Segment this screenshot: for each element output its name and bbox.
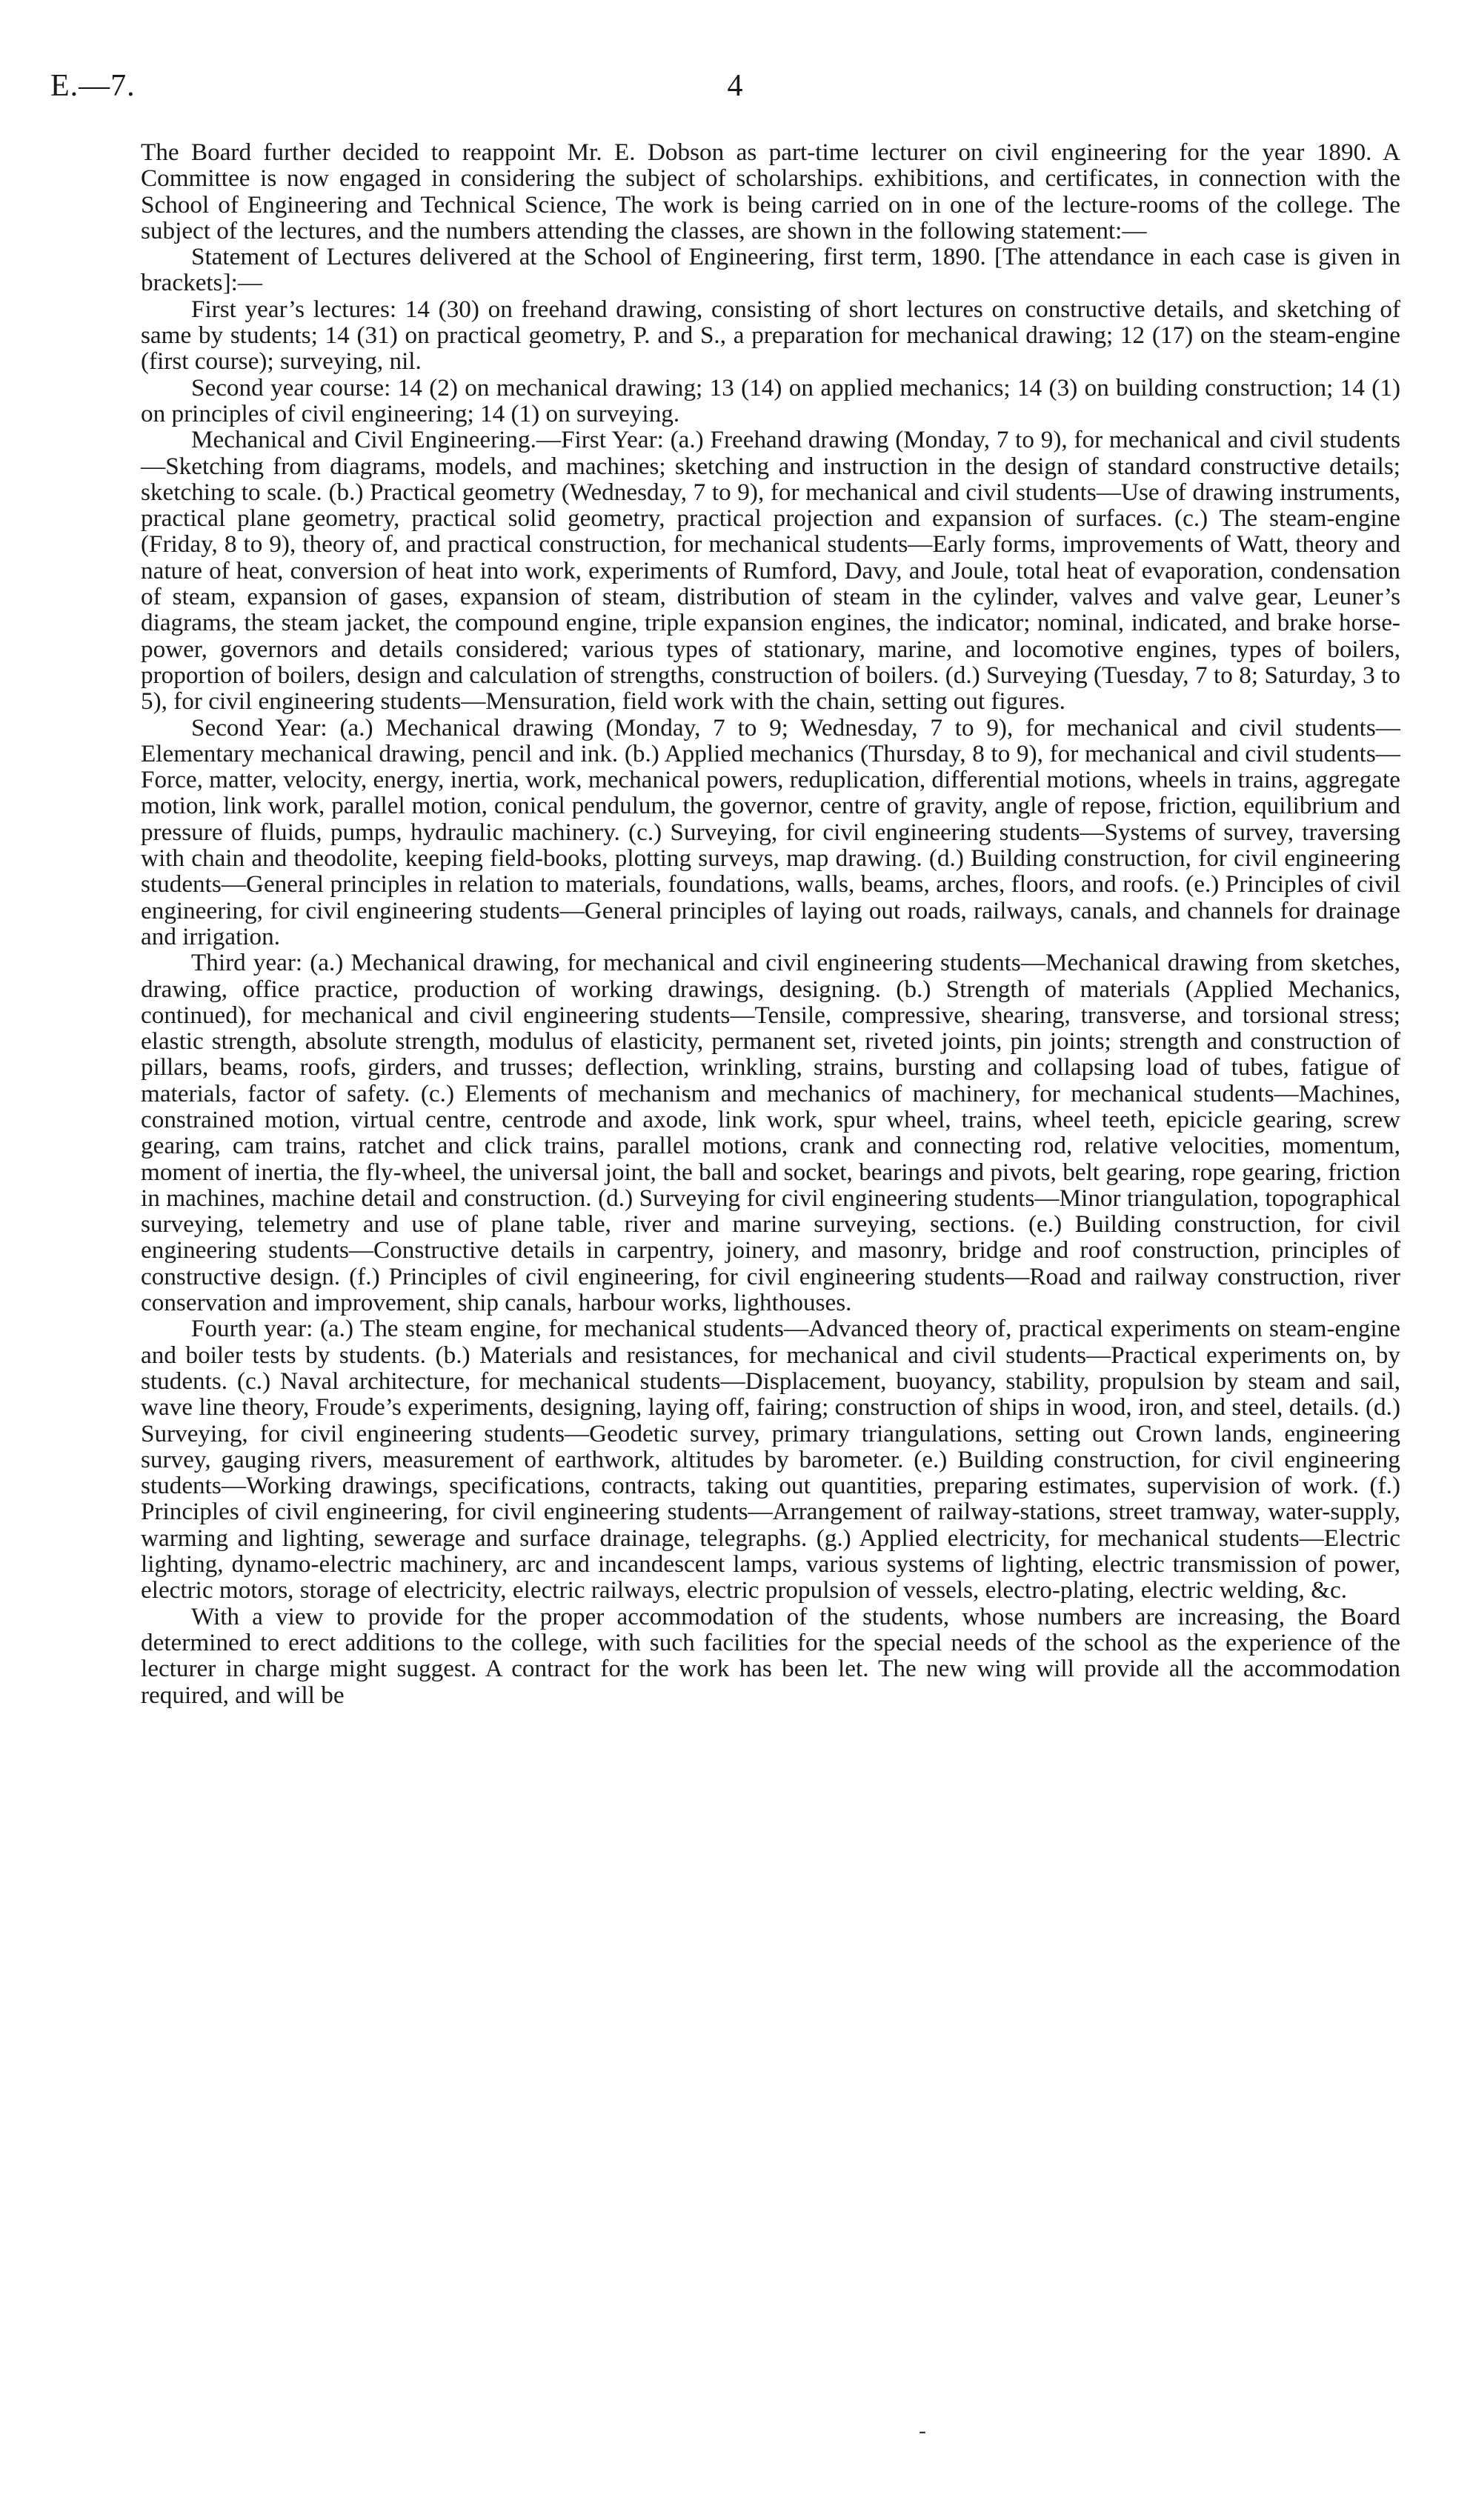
paragraph-third-year-syllabus: Third year: (a.) Mechanical drawing, for mechanical and civil engineering students—Mechanical drawing from sketches, drawing, office practice, production of working drawings, designing. (b.) Strength of materials (Applied Mechanics, continued), for mechanical and civil engineering students—Tensile, compressive, shearing, transverse, and torsional stress; elastic strength, absolute strength, modulus of elasticity, permanent set, riveted joints, pin joints; strength and construction of pillars, beams, roofs, girders, and trusses; deflection, wrinkling, strains, bursting and collapsing load of tubes, fatigue of materials, factor of safety. (c.) Elements of mechanism and mechanics of machinery, for mechanical students—Machines, constrained motion, virtual centre, centrode and axode, link work, spur wheel, trains, wheel teeth, epicicle gearing, screw gearing, cam trains, ratchet and click trains, parallel motions, crank and connecting rod, relative velocities, momentum, moment of inertia, the fly-wheel, the universal joint, the ball and socket, bearings and pivots, belt gearing, rope gearing, friction in machines, machine detail and construction. (d.) Surveying for civil engineering students—Minor triangulation, topographical surveying, telemetry and use of plane table, river and marine surveying, sections. (e.) Building construction, for civil engineering students—Constructive details in carpentry, joinery, and masonry, bridge and roof construction, principles of constructive design. (f.) Principles of civil engineering, for civil engineering students—Road and railway construction, river conservation and improvement, ship canals, harbour works, lighthouses. [141, 949, 1400, 1317]
body-text [141, 139, 1400, 1708]
paragraph-second-year-course: Second year course: 14 (2) on mechanical drawing; 13 (14) on applied mechanics; 14 (3) on building construction; 14 (1) on principles of civil engineering; 14 (1) on surveying. [141, 373, 1400, 427]
document-reference: E.—7. [50, 69, 136, 103]
paragraph-accommodation: With a view to provide for the proper accommodation of the students, whose numbers are increasing, the Board determined to erect additions to the college, with such facilities for the special needs of the school as the experience of the lecturer in charge might suggest. A contract for the work has been let. The new wing will provide all the accommodation required, and will be [141, 1602, 1400, 1709]
paragraph-first-year-lectures: First year’s lectures: 14 (30) on freehand drawing, consisting of short lectures on constructive details, and sketching of same by students; 14 (31) on practical geometry, P. and S., a preparation for mechanical drawing; 12 (17) on the steam-engine (first course); surveying, nil. [141, 295, 1400, 376]
scan-speck: - [919, 2419, 926, 2443]
paragraph-dobson-appointment: The Board further decided to reappoint Mr. E. Dobson as part-time lecturer on civil engineering for the year 1890. A Committee is now engaged in considering the subject of scholarships. exhibitions, and certificates, in connection with the School of Engineering and Technical Science, The work is being carried on in one of the lecture-rooms of the college. The subject of the lectures, and the numbers attending the classes, are shown in the following statement:— [141, 139, 1400, 244]
page-header [50, 68, 1420, 113]
paragraph-first-year-syllabus: Mechanical and Civil Engineering.—First Year: (a.) Freehand drawing (Monday, 7 to 9), for mechanical and civil students—Sketching from diagrams, models, and machines; sketching and instruction in the design of standard constructive details; sketching to scale. (b.) Practical geometry (Wednesday, 7 to 9), for mechanical and civil students—Use of drawing instruments, practical plane geometry, practical solid geometry, practical projection and expansion of surfaces. (c.) The steam-engine (Friday, 8 to 9), theory of, and practical construction, for mechanical students—Early forms, improvements of Watt, theory and nature of heat, conversion of heat into work, experiments of Rumford, Davy, and Joule, total heat of evaporation, condensation of steam, expansion of gases, expansion of steam, distribution of steam in the cylinder, valves and valve gear, Leuner’s diagrams, the steam jacket, the compound engine, triple expansion engines, the indicator; nominal, indicated, and brake horse-power, governors and details considered; various types of stationary, marine, and locomotive engines, types of boilers, proportion of boilers, design and calculation of strengths, construction of boilers. (d.) Surveying (Tuesday, 7 to 8; Saturday, 3 to 5), for civil engineering students—Mensuration, field work with the chain, setting out figures. [141, 426, 1400, 716]
paragraph-fourth-year-syllabus: Fourth year: (a.) The steam engine, for mechanical students—Advanced theory of, practical experiments on steam-engine and boiler tests by students. (b.) Materials and resistances, for mechanical and civil students—Practical experiments on, by students. (c.) Naval architecture, for mechanical students—Displacement, buoyancy, stability, propulsion by steam and sail, wave line theory, Froude’s experiments, designing, laying off, fairing; construction of ships in wood, iron, and steel, details. (d.) Surveying, for civil engineering students—Geodetic survey, primary triangulations, setting out Crown lands, engineering survey, gauging rivers, measurement of earthwork, altitudes by barometer. (e.) Building construction, for civil engineering students—Working drawings, specifications, contracts, taking out quantities, preparing estimates, supervision of work. (f.) Principles of civil engineering, for civil engineering students—Arrangement of railway-stations, street tramway, water-supply, warming and lighting, sewerage and surface drainage, telegraphs. (g.) Applied electricity, for mechanical students—Electric lighting, dynamo-electric machinery, arc and incandescent lamps, various systems of lighting, electric transmission of power, electric motors, storage of electricity, electric railways, electric propulsion of vessels, electro-plating, electric welding, &c. [141, 1315, 1400, 1604]
paragraph-second-year-syllabus: Second Year: (a.) Mechanical drawing (Monday, 7 to 9; Wednesday, 7 to 9), for mechanical and civil students—Elementary mechanical drawing, pencil and ink. (b.) Applied mechanics (Thursday, 8 to 9), for mechanical and civil students—Force, matter, velocity, energy, inertia, work, mechanical powers, reduplication, differential motions, wheels in trains, aggregate motion, link work, parallel motion, conical pendulum, the governor, centre of gravity, angle of repose, friction, equilibrium and pressure of fluids, pumps, hydraulic machinery. (c.) Surveying, for civil engineering students—Systems of survey, traversing with chain and theodolite, keeping field-books, plotting surveys, map drawing. (d.) Building construction, for civil engineering students—General principles in relation to materials, foundations, walls, beams, arches, floors, and roofs. (e.) Principles of civil engineering, for civil engineering students—General principles of laying out roads, railways, canals, and channels for drainage and irrigation. [141, 713, 1400, 950]
page-number: 4 [727, 69, 743, 103]
paragraph-statement-of-lectures: Statement of Lectures delivered at the School of Engineering, first term, 1890. [The attendance in each case is given in brackets]:— [141, 243, 1400, 297]
